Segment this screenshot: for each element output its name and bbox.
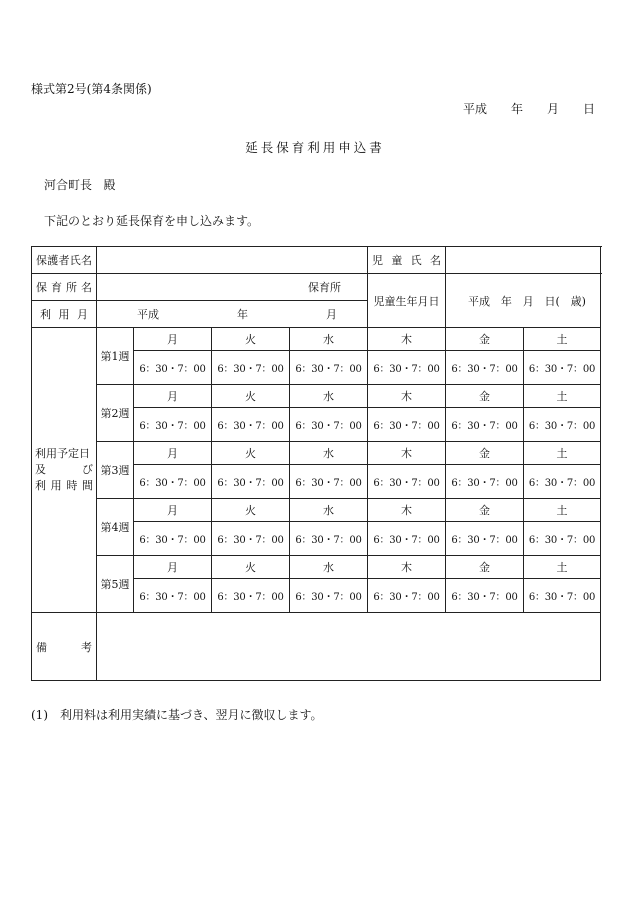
usage-month-field[interactable]: 平成 年 月 bbox=[97, 301, 368, 328]
schedule-label: 利用予定日 及 び 利 用 時 間 bbox=[32, 328, 97, 613]
time-slot[interactable]: 6：30・7：00 bbox=[368, 408, 446, 442]
time-slot[interactable]: 6：30・7：00 bbox=[134, 408, 212, 442]
remarks-row bbox=[32, 613, 601, 681]
time-slot[interactable]: 6：30・7：00 bbox=[524, 465, 601, 499]
day-sat: 土 bbox=[524, 556, 601, 579]
usage-month-label: 利 用 月 bbox=[32, 301, 97, 328]
time-slot[interactable]: 6：30・7：00 bbox=[290, 465, 368, 499]
day-fri: 金 bbox=[446, 328, 524, 351]
child-birthdate-label: 児童生年月日 bbox=[368, 274, 446, 328]
day-fri: 金 bbox=[446, 556, 524, 579]
week-5-days-row bbox=[32, 556, 601, 579]
time-slot[interactable]: 6：30・7：00 bbox=[290, 522, 368, 556]
day-fri: 金 bbox=[446, 442, 524, 465]
day-tue: 火 bbox=[212, 385, 290, 408]
application-form-table bbox=[31, 246, 601, 681]
day-mon: 月 bbox=[134, 442, 212, 465]
time-slot[interactable]: 6：30・7：00 bbox=[212, 522, 290, 556]
time-slot[interactable]: 6：30・7：00 bbox=[446, 465, 524, 499]
time-slot[interactable]: 6：30・7：00 bbox=[290, 408, 368, 442]
time-slot[interactable]: 6：30・7：00 bbox=[212, 579, 290, 613]
time-slot[interactable]: 6：30・7：00 bbox=[290, 351, 368, 385]
day-sat: 土 bbox=[524, 385, 601, 408]
day-tue: 火 bbox=[212, 442, 290, 465]
application-date bbox=[463, 100, 595, 117]
day-wed: 水 bbox=[290, 385, 368, 408]
nursery-suffix: 保育所 bbox=[308, 281, 341, 294]
date-day: 日 bbox=[582, 102, 595, 116]
day-wed: 水 bbox=[290, 499, 368, 522]
day-thu: 木 bbox=[368, 442, 446, 465]
week-4-label: 第4週 bbox=[97, 499, 134, 556]
time-slot[interactable]: 6：30・7：00 bbox=[212, 408, 290, 442]
day-mon: 月 bbox=[134, 499, 212, 522]
week-1-label: 第1週 bbox=[97, 328, 134, 385]
day-wed: 水 bbox=[290, 328, 368, 351]
week-3-label: 第3週 bbox=[97, 442, 134, 499]
time-slot[interactable]: 6：30・7：00 bbox=[134, 465, 212, 499]
form-number: 様式第2号(第4条関係) bbox=[31, 82, 152, 96]
time-slot[interactable]: 6：30・7：00 bbox=[368, 579, 446, 613]
guardian-row bbox=[32, 247, 601, 274]
week-4-days-row bbox=[32, 499, 601, 522]
time-slot[interactable]: 6：30・7：00 bbox=[368, 351, 446, 385]
child-name-field[interactable] bbox=[446, 247, 601, 274]
nursery-name-field[interactable] bbox=[97, 274, 368, 301]
addressee bbox=[44, 176, 115, 193]
child-name-label: 児 童 氏 名 bbox=[368, 247, 446, 274]
guardian-name-label: 保 護 者 氏 名 bbox=[32, 247, 97, 274]
time-slot[interactable]: 6：30・7：00 bbox=[368, 465, 446, 499]
day-fri: 金 bbox=[446, 385, 524, 408]
day-sat: 土 bbox=[524, 328, 601, 351]
nursery-name-label: 保 育 所 名 bbox=[32, 274, 97, 301]
time-slot[interactable]: 6：30・7：00 bbox=[446, 408, 524, 442]
week-5-label: 第5週 bbox=[97, 556, 134, 613]
footnote: (1) 利用料は利用実績に基づき、翌月に徴収します。 bbox=[31, 708, 323, 722]
time-slot[interactable]: 6：30・7：00 bbox=[134, 522, 212, 556]
day-mon: 月 bbox=[134, 328, 212, 351]
day-tue: 火 bbox=[212, 328, 290, 351]
remarks-field[interactable] bbox=[97, 613, 601, 681]
date-year: 年 bbox=[510, 102, 523, 116]
document-title: 延長保育利用申込書 bbox=[245, 140, 385, 155]
day-fri: 金 bbox=[446, 499, 524, 522]
day-mon: 月 bbox=[134, 385, 212, 408]
time-slot[interactable]: 6：30・7：00 bbox=[524, 408, 601, 442]
day-tue: 火 bbox=[212, 556, 290, 579]
date-era: 平成 bbox=[463, 102, 488, 116]
time-slot[interactable]: 6：30・7：00 bbox=[446, 579, 524, 613]
time-slot[interactable]: 6：30・7：00 bbox=[446, 522, 524, 556]
day-wed: 水 bbox=[290, 556, 368, 579]
guardian-name-field[interactable] bbox=[97, 247, 368, 274]
week-2-days-row bbox=[32, 385, 601, 408]
child-birthdate-field[interactable]: 平成 年 月 日( 歳) bbox=[446, 274, 601, 328]
day-sat: 土 bbox=[524, 499, 601, 522]
day-tue: 火 bbox=[212, 499, 290, 522]
time-slot[interactable]: 6：30・7：00 bbox=[134, 351, 212, 385]
day-thu: 木 bbox=[368, 385, 446, 408]
time-slot[interactable]: 6：30・7：00 bbox=[134, 579, 212, 613]
time-slot[interactable]: 6：30・7：00 bbox=[212, 351, 290, 385]
day-thu: 木 bbox=[368, 499, 446, 522]
time-slot[interactable]: 6：30・7：00 bbox=[446, 351, 524, 385]
day-mon: 月 bbox=[134, 556, 212, 579]
week-3-days-row bbox=[32, 442, 601, 465]
nursery-row bbox=[32, 274, 601, 301]
time-slot[interactable]: 6：30・7：00 bbox=[524, 579, 601, 613]
week-1-days-row bbox=[32, 328, 601, 351]
date-month: 月 bbox=[546, 102, 559, 116]
day-wed: 水 bbox=[290, 442, 368, 465]
intro-text: 下記のとおり延長保育を申し込みます。 bbox=[44, 214, 260, 228]
day-thu: 木 bbox=[368, 328, 446, 351]
week-2-label: 第2週 bbox=[97, 385, 134, 442]
addressee-honorific: 殿 bbox=[103, 178, 116, 192]
time-slot[interactable]: 6：30・7：00 bbox=[368, 522, 446, 556]
time-slot[interactable]: 6：30・7：00 bbox=[212, 465, 290, 499]
time-slot[interactable]: 6：30・7：00 bbox=[524, 522, 601, 556]
day-sat: 土 bbox=[524, 442, 601, 465]
time-slot[interactable]: 6：30・7：00 bbox=[290, 579, 368, 613]
addressee-name: 河合町長 bbox=[44, 178, 93, 192]
time-slot[interactable]: 6：30・7：00 bbox=[524, 351, 601, 385]
day-thu: 木 bbox=[368, 556, 446, 579]
remarks-label: 備 考 bbox=[32, 613, 97, 681]
